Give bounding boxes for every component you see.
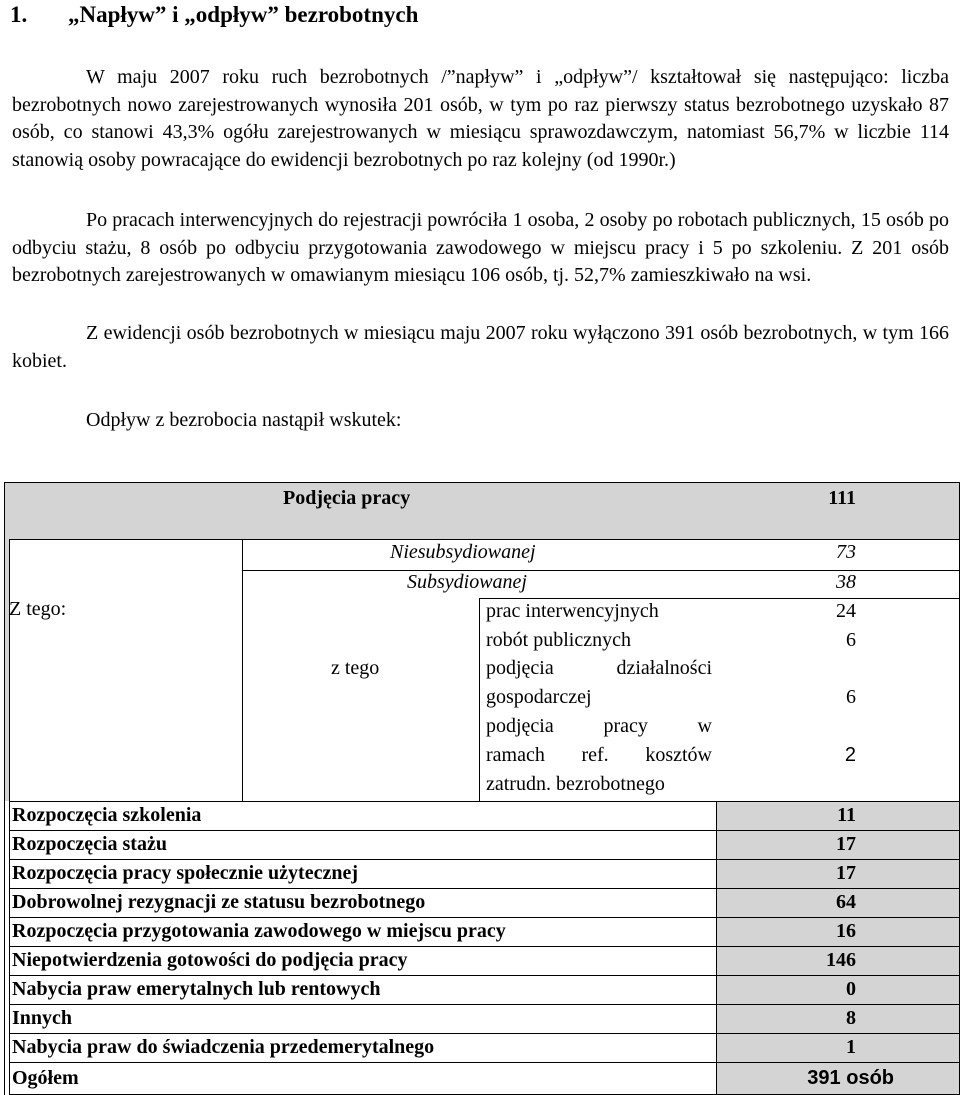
table-row-value: 8 [846, 1007, 856, 1029]
section-heading [10, 0, 418, 30]
sub-item-value: 6 [846, 629, 856, 651]
outflow-table [4, 482, 960, 1095]
niesubsydiowanej-label: Niesubsydiowanej [390, 541, 536, 563]
sub-item-label: ramach ref. kosztów [486, 744, 712, 766]
table-row-label: Nabycia praw do świadczenia przedemerytalnego [12, 1036, 435, 1058]
sub-item-value: 2 [844, 744, 856, 766]
header-label: Podjęcia pracy [283, 487, 411, 509]
table-row-label: Nabycia praw emerytalnych lub rentowych [12, 978, 381, 1000]
sub-item-value: 24 [836, 600, 856, 622]
sub-item-label: podjęcia pracy w [486, 715, 712, 737]
niesubsydiowanej-value: 73 [836, 541, 856, 563]
table-row-value: 16 [836, 920, 856, 942]
sub-item-label: zatrudn. bezrobotnego [486, 773, 665, 795]
table-row-value: 146 [826, 949, 856, 971]
table-row-label: Rozpoczęcia stażu [12, 833, 167, 855]
table-row-value: 0 [846, 978, 856, 1000]
table-row-value: 17 [836, 862, 856, 884]
inner-z-tego-label: z tego [331, 657, 380, 679]
z-tego-label: Z tego: [9, 598, 67, 620]
sub-item-label: robót publicznych [486, 629, 631, 651]
paragraph-returns: Po pracach interwencyjnych do rejestracji powróciła 1 osoba, 2 osoby po robotach publicznych, 15 osób po odbyciu stażu, 8 osób po odbyciu przygotowania zawodowego w miejscu pracy i 5 po szkoleniu. Z 201 osób bezrobotnych zarejestrowanych w omawianym miesiącu 106 osób, tj. 52,7% zamieszkiwało na wsi. [12, 209, 949, 287]
table-row-label: Innych [12, 1007, 73, 1029]
table-row-label: Rozpoczęcia pracy społecznie użytecznej [12, 862, 358, 884]
total-value: 391 osób [807, 1067, 894, 1089]
sub-item-label: gospodarczej [486, 686, 592, 708]
subsydiowanej-label: Subsydiowanej [407, 571, 527, 593]
table-row-label: Rozpoczęcia przygotowania zawodowego w miejscu pracy [12, 920, 506, 942]
table-caption: Odpływ z bezrobocia nastąpił wskutek: [86, 409, 402, 431]
subsydiowanej-value: 38 [836, 571, 856, 593]
header-value: 111 [828, 487, 856, 509]
sub-item-label: podjęcia działalności [486, 657, 712, 679]
total-label: Ogółem [12, 1067, 79, 1089]
table-row-value: 64 [836, 891, 856, 913]
section-title: „Napływ” i „odpływ” bezrobotnych [68, 2, 419, 27]
paragraph-outflow: Z ewidencji osób bezrobotnych w miesiącu maju 2007 roku wyłączono 391 osób bezrobotnych, w tym 166 kobiet. [12, 322, 949, 372]
paragraph-inflow: W maju 2007 roku ruch bezrobotnych /”napływ” i „odpływ”/ kształtował się następująco: liczba bezrobotnych nowo zarejestrowanych wynosiła 201 osób, w tym po raz pierwszy status bezrobotnego uzyskało 87 osób, co stanowi 43,3% ogółu zarejestrowanych w miesiącu sprawozdawczym, natomiast 56,7% w liczbie 114 stanowią osoby powracające do ewidencji bezrobotnych po raz kolejny (od 1990r.) [12, 66, 949, 171]
section-number: 1. [10, 2, 28, 27]
sub-item-label: prac interwencyjnych [486, 600, 659, 622]
table-row-value: 17 [836, 833, 856, 855]
table-row-value: 11 [837, 804, 856, 826]
sub-item-value: 6 [846, 686, 856, 708]
table-row-label: Niepotwierdzenia gotowości do podjęcia pracy [12, 949, 408, 971]
table-row-label: Rozpoczęcia szkolenia [12, 804, 202, 826]
table-row-value: 1 [846, 1036, 856, 1058]
table-row-label: Dobrowolnej rezygnacji ze statusu bezrobotnego [12, 891, 426, 913]
